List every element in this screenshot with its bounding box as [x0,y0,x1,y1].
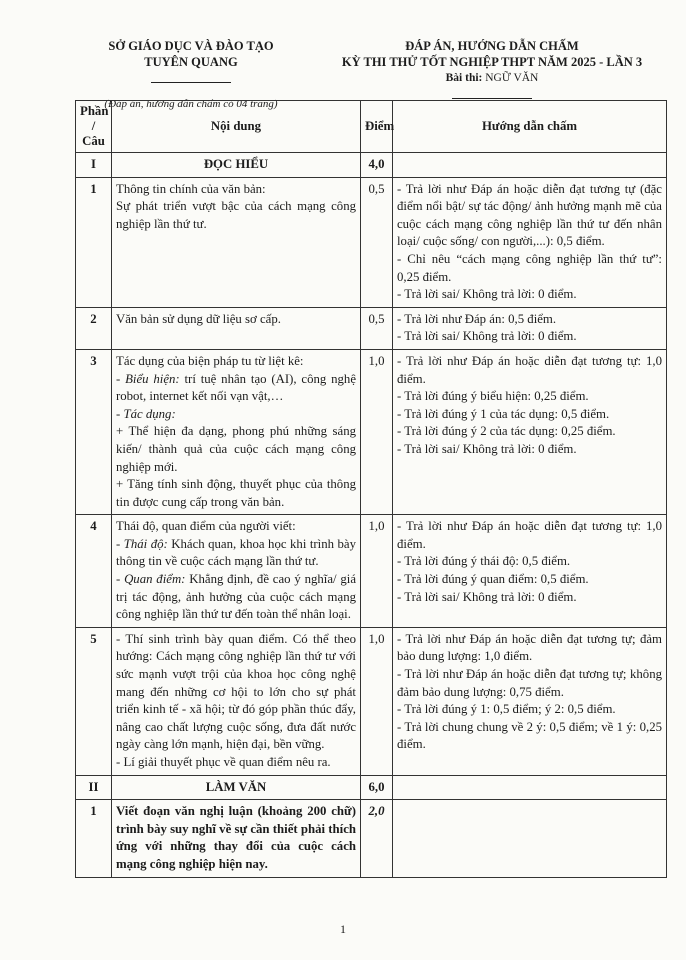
guide-line: - Trả lời như Đáp án: 0,5 điểm. [397,311,557,326]
guide-cell [393,307,667,349]
page-number: 1 [340,922,346,936]
guide-line: - Trả lời đúng ý quan điểm: 0,5 điểm. [397,572,589,587]
table-row [76,349,667,514]
subject-name: NGỮ VĂN [485,72,539,84]
table-row [76,627,667,775]
content-line: - Lí giải thuyết phục về quan điểm nêu ra. [116,755,331,769]
subject-line [318,70,666,86]
header-right [318,38,666,104]
guide-line: - Trả lời đúng ý 2 của tác dụng: 0,25 điểm. [397,424,616,439]
score-cell: 0,5 [361,307,393,349]
score-cell: 1,0 [361,627,393,775]
content-cell [112,515,361,628]
section-title: ĐỌC HIỂU [112,153,361,178]
content-cell [112,627,361,775]
guide-line: - Trả lời sai/ Không trả lời: 0 điểm. [397,441,577,456]
content-line: - Thí sinh trình bày quan điểm. Có thể theo hướng: Cách mạng công nghiệp lần thứ tư với sức mạnh vượt trội của khoa học công nghệ mang đến những cơ hội to lớn cho sự phát triển kinh tế - xã hội; từ đó góp phần thúc đẩy, nâng cao chất lượng cuộc sống, đưa đất nước ngày càng lớn mạnh, hiện đại, bền vững. [116,631,356,752]
guide-line: - Trả lời như Đáp án hoặc diễn đạt tương tự; không đảm bảo dung lượng: 0,75 điểm. [397,667,662,699]
guide-line: - Trả lời chung chung về 2 ý: 0,5 điểm; về 1 ý: 0,25 điểm. [397,719,662,752]
score-cell: 1,0 [361,349,393,514]
header-left-underline [76,70,306,88]
page-count-note: (Đáp án, hướng dẫn chấm có 04 trang) [104,98,278,110]
question-number: 5 [76,627,112,775]
guide-line: - Trả lời đúng ý 1: 0,5 điểm; ý 2: 0,5 điểm. [397,702,616,717]
guide-line: - Trả lời như Đáp án hoặc diễn đạt tương tự (đặc điểm nổi bật/ sự tác động/ ảnh hưởng mạnh mẽ của cuộc cách mạng công nghiệp lần thứ tư đến nhân loại/ cuộc sống/ con người,...): 0,5 điểm. [397,181,662,249]
table-row [76,307,667,349]
department-name: SỞ GIÁO DỤC VÀ ĐÀO TẠO [108,39,274,53]
content-text: Khẳng định, đề cao ý nghĩa/ giá trị tác động, ảnh hưởng của cuộc cách mạng công nghiệp lần thứ tư đến toàn thể nhân loại. [116,572,356,622]
content-line: Thông tin chính của văn bản: [116,181,266,196]
section-row [76,775,667,800]
content-line [116,536,356,571]
guide-line: - Trả lời đúng ý biểu hiện: 0,25 điểm. [397,389,589,404]
table-row [76,515,667,628]
section-guide [393,775,667,800]
content-line: Sự phát triển vượt bậc của cách mạng công nghiệp lần thứ tư. [116,199,356,231]
subject-label: Bài thi: [445,72,483,84]
question-number: 1 [76,177,112,307]
document-title: ĐÁP ÁN, HƯỚNG DẪN CHẤM [405,39,579,53]
content-label: - Thái độ: [116,536,168,551]
exam-title: KỲ THI THỬ TỐT NGHIỆP THPT NĂM 2025 - LẦN 3 [341,55,643,69]
guide-line: - Trả lời đúng ý thái độ: 0,5 điểm. [397,554,571,569]
content-line: Văn bản sử dụng dữ liệu sơ cấp. [116,311,281,326]
score-cell: 2,0 [361,800,393,877]
guide-line: - Trả lời như Đáp án hoặc diễn đạt tương tự: 1,0 điểm. [397,353,662,386]
table-header-row [76,101,667,153]
section-score: 6,0 [361,775,393,800]
guide-line: - Trả lời sai/ Không trả lời: 0 điểm. [397,329,577,344]
content-cell [112,800,361,877]
guide-line: - Trả lời như Đáp án hoặc diễn đạt tương tự; đảm bảo dung lượng: 1,0 điểm. [397,631,662,664]
header-score: Điểm [361,101,393,153]
guide-cell [393,349,667,514]
section-guide [393,153,667,178]
section-title: LÀM VĂN [112,775,361,800]
question-number: 3 [76,349,112,514]
guide-cell [393,627,667,775]
guide-line: - Trả lời như Đáp án hoặc diễn đạt tương tự: 1,0 điểm. [397,519,662,551]
header-content: Nội dung [112,101,361,153]
content-line [116,371,356,406]
content-text: Khách quan, khoa học khi trình bày thông tin về cuộc cách mạng lần thứ tư. [116,536,356,569]
guide-line: - Trả lời đúng ý 1 của tác dụng: 0,5 điểm. [397,406,610,421]
province-name: TUYÊN QUANG [144,55,238,69]
content-line: + Thể hiện đa dạng, phong phú những sáng kiến/ thành quả của cuộc cách mạng công nghiệp mới. [116,424,356,474]
header-guide: Hướng dẫn chấm [393,101,667,153]
question-number: 4 [76,515,112,628]
section-part: II [76,775,112,800]
content-cell [112,307,361,349]
content-cell [112,349,361,514]
content-label: - Quan điểm: [116,572,186,587]
section-part: I [76,153,112,178]
content-line [116,571,356,624]
table-row [76,800,667,877]
header-part: Phần / Câu [76,101,112,153]
question-number: 1 [76,800,112,877]
guide-cell [393,515,667,628]
guide-line: - Trả lời sai/ Không trả lời: 0 điểm. [397,589,577,604]
guide-cell [393,177,667,307]
content-label: - Tác dụng: [116,406,176,421]
guide-line: - Chỉ nêu “cách mạng công nghiệp lần thứ tư”: 0,25 điểm. [397,251,662,284]
content-line: Thái độ, quan điểm của người viết: [116,519,296,534]
table-row [76,177,667,307]
content-line: Viết đoạn văn nghị luận (khoảng 200 chữ) trình bày suy nghĩ về sự cần thiết phải thích ứng với những thay đổi của cuộc cách mạng công nghiệp hiện nay. [116,804,356,871]
guide-cell [393,800,667,877]
guide-line: - Trả lời sai/ Không trả lời: 0 điểm. [397,287,577,302]
grading-table [75,100,667,878]
content-cell [112,177,361,307]
content-line: Tác dụng của biện pháp tu từ liệt kê: [116,353,304,368]
content-line: + Tăng tính sinh động, thuyết phục của thông tin được cung cấp trong văn bản. [116,477,356,509]
content-text: trí tuệ nhân tạo (AI), công nghệ robot, internet kết nối vạn vật,… [116,371,356,404]
score-cell: 0,5 [361,177,393,307]
content-label: - Biểu hiện: [116,371,180,386]
question-number: 2 [76,307,112,349]
score-cell: 1,0 [361,515,393,628]
section-score: 4,0 [361,153,393,178]
section-row [76,153,667,178]
